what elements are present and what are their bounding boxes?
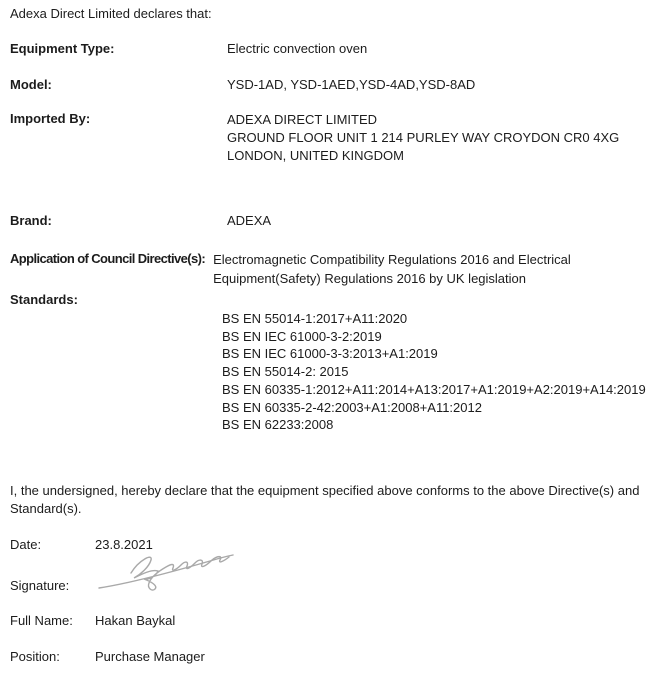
date-label: Date: (10, 537, 42, 552)
field-row-equipment-type (10, 41, 367, 56)
standard-item: BS EN 55014-1:2017+A11:2020 (222, 311, 408, 326)
field-row-directives (10, 251, 613, 288)
standard-item: BS EN IEC 61000-3-3:2013+A1:2019 (222, 346, 438, 362)
signature-label: Signature: (10, 578, 70, 593)
brand-label: Brand: (10, 213, 52, 228)
standard-item: BS EN 62233:2008 (222, 417, 334, 433)
standard-item: BS EN 60335-1:2012+A11:2014+A13:2017+A1:2019+A2:2019+A14:2019 (222, 381, 646, 397)
equipment-type-label: Equipment Type: (10, 41, 115, 56)
standard-item: BS EN 60335-2-42:2003+A1:2008+A11:2012 (222, 399, 482, 415)
directives-label: Application of Council Directive(s): (10, 251, 206, 266)
signoff-row-position (10, 649, 205, 664)
imported-by-line-3: LONDON, UNITED KINGDOM (227, 148, 404, 163)
signature-image (85, 544, 250, 596)
imported-by-value (227, 111, 619, 165)
date-value: 23.8.2021 (95, 537, 153, 552)
standard-item: BS EN 55014-2: 2015 (222, 364, 349, 380)
field-row-standards (10, 292, 227, 307)
directives-value: Electromagnetic Compatibility Regulations 2016 and Electrical Equipment(Safety) Regulations 2016 by UK legislation (213, 252, 571, 286)
model-label: Model: (10, 77, 52, 92)
standards-list (222, 310, 646, 434)
signoff-row-full-name (10, 613, 175, 628)
signoff-row-signature (10, 578, 95, 593)
brand-value: ADEXA (227, 213, 272, 228)
position-label: Position: (10, 649, 60, 664)
model-value: YSD-1AD, YSD-1AED,YSD-4AD,YSD-8AD (227, 77, 476, 92)
standard-item: BS EN IEC 61000-3-2:2019 (222, 328, 382, 344)
declaration-statement: I, the undersigned, hereby declare that the equipment specified above conforms to the above Directive(s) and Standard(s). (10, 483, 640, 516)
imported-by-label: Imported By: (10, 111, 91, 126)
field-row-brand (10, 213, 271, 228)
full-name-label: Full Name: (10, 613, 73, 628)
intro-statement: Adexa Direct Limited declares that: (10, 6, 212, 21)
imported-by-line-2: GROUND FLOOR UNIT 1 214 PURLEY WAY CROYDON CR0 4XG (227, 130, 620, 145)
standards-label: Standards: (10, 292, 78, 307)
imported-by-line-1: ADEXA DIRECT LIMITED (227, 112, 378, 127)
equipment-type-value: Electric convection oven (227, 41, 368, 56)
field-row-imported-by (10, 111, 619, 165)
position-value: Purchase Manager (95, 649, 205, 664)
field-row-model (10, 77, 475, 92)
full-name-value: Hakan Baykal (95, 613, 176, 628)
